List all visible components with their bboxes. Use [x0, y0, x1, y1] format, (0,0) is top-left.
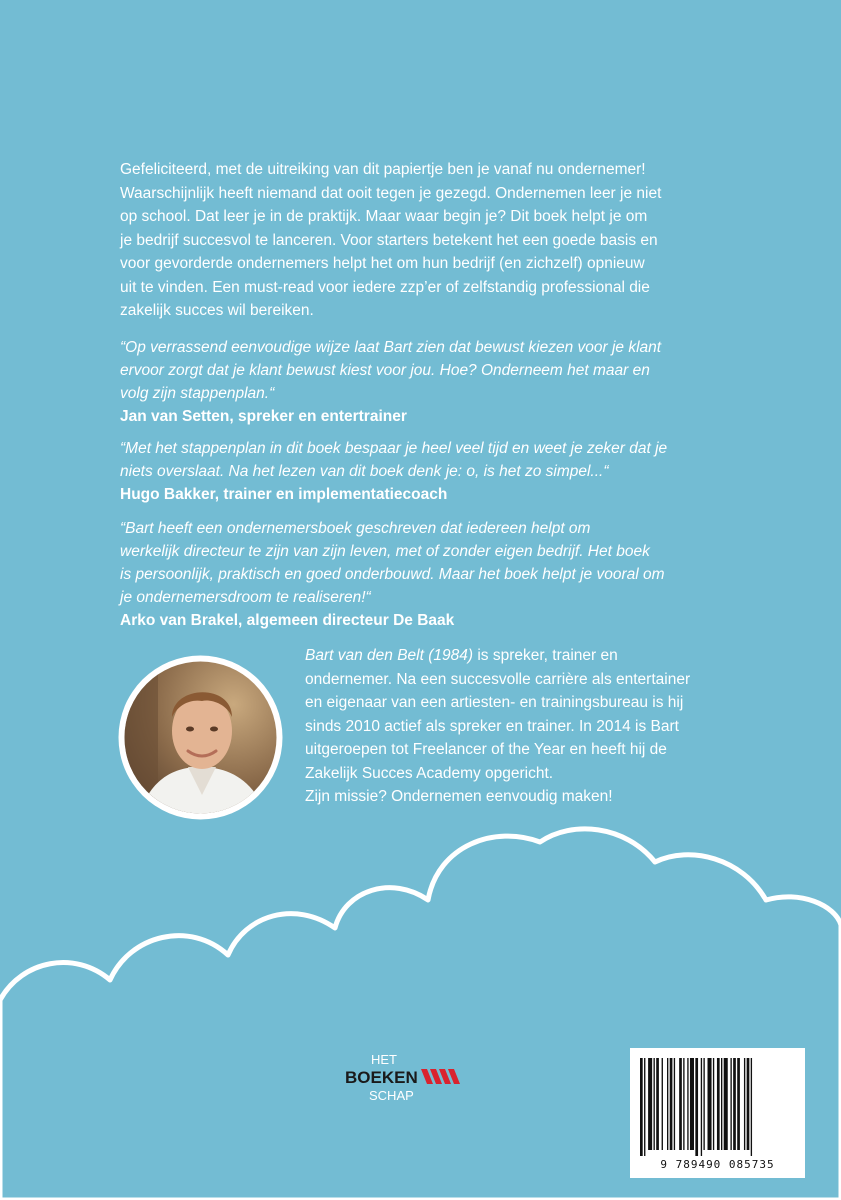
author-portrait: [118, 655, 283, 820]
author-bio-line: sinds 2010 actief als spreker en trainer. In 2014 is Bart: [305, 717, 679, 735]
blurb-line: voor gevorderde ondernemers helpt het om hun bedrijf (en zichzelf) opnieuw: [120, 255, 645, 272]
barcode-icon: [636, 1058, 799, 1156]
author-bio: [305, 644, 775, 809]
quote-line: “Op verrassend eenvoudige wijze laat Bart zien dat bewust kiezen voor je klant: [120, 339, 662, 356]
author-bio-line: en eigenaar van een artiesten- en trainingsbureau is hij: [305, 694, 684, 711]
quote-line: “Bart heeft een ondernemersboek geschreven dat iedereen helpt om: [120, 520, 591, 537]
testimonial-quote: [120, 437, 760, 506]
logo-word-het: HET: [371, 1052, 397, 1067]
quote-line: werkelijk directeur te zijn van zijn leven, met of zonder eigen bedrijf. Het boek: [120, 543, 650, 560]
isbn-barcode-box: [630, 1048, 805, 1178]
quote-line: volg zijn stappenplan.“: [120, 385, 275, 402]
logo-word-boeken: BOEKEN: [345, 1068, 418, 1087]
author-mission: Zijn missie? Ondernemen eenvoudig maken!: [305, 788, 613, 805]
quote-line: niets overslaat. Na het lezen van dit boek denk je: o, is het zo simpel...“: [120, 463, 609, 480]
author-name: Bart van den Belt (1984): [305, 647, 474, 664]
logo-stripes-icon: [421, 1069, 460, 1084]
quote-attribution: Hugo Bakker, trainer en implementatiecoach: [120, 486, 448, 503]
blurb-line: uit te vinden. Een must-read voor iedere zzp’er of zelfstandig professional die: [120, 278, 650, 296]
author-bio-line: ondernemer. Na een succesvolle carrière als entertainer: [305, 670, 691, 688]
back-cover-blurb: [120, 158, 750, 323]
testimonial-quote: [120, 517, 760, 632]
blurb-line: zakelijk succes wil bereiken.: [120, 302, 314, 319]
quote-line: “Met het stappenplan in dit boek bespaar je heel veel tijd en weet je zeker dat je: [120, 440, 668, 457]
quote-attribution: Arko van Brakel, algemeen directeur De Baak: [120, 612, 455, 629]
isbn-number: 9 789490 085735: [660, 1158, 775, 1171]
quote-attribution: Jan van Setten, spreker en entertrainer: [120, 408, 407, 425]
logo-word-schap: SCHAP: [369, 1088, 414, 1103]
testimonial-quote: [120, 336, 760, 428]
quote-line: is persoonlijk, praktisch en goed onderbouwd. Maar het boek helpt je vooral om: [120, 566, 665, 583]
blurb-line: je bedrijf succesvol te lanceren. Voor starters betekent het een goede basis en: [120, 231, 658, 249]
quote-line: je ondernemersdroom te realiseren!“: [120, 589, 371, 606]
author-bio-line: Zakelijk Succes Academy opgericht.: [305, 764, 554, 782]
publisher-logo: [343, 1050, 473, 1112]
author-bio-line: uitgeroepen tot Freelancer of the Year en heeft hij de: [305, 741, 667, 758]
blurb-line: Gefeliciteerd, met de uitreiking van dit papiertje ben je vanaf nu ondernemer!: [120, 161, 646, 178]
quote-line: ervoor zorgt dat je klant bewust kiest voor jou. Hoe? Onderneem het maar en: [120, 362, 650, 379]
blurb-line: Waarschijnlijk heeft niemand dat ooit tegen je gezegd. Ondernemen leer je niet: [120, 184, 662, 202]
blurb-line: op school. Dat leer je in de praktijk. Maar waar begin je? Dit boek helpt je om: [120, 208, 648, 225]
author-bio-line: is spreker, trainer en: [473, 647, 618, 664]
